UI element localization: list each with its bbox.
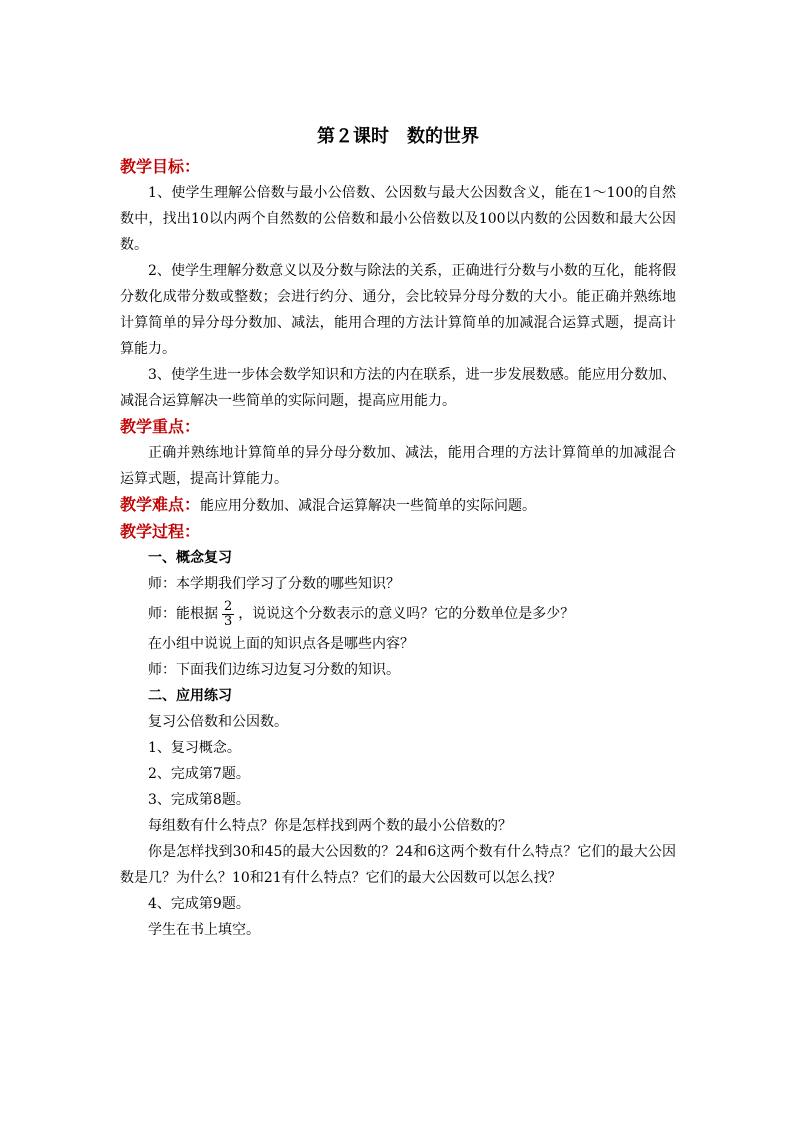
section2-title: 二、应用练习 — [148, 688, 232, 704]
objective-2: 2、使学生理解分数意义以及分数与除法的关系，正确进行分数与小数的互化，能将假分数化成带分数或整数；会进行约分、通分，会比较异分母分数的大小。能正确并熟练地计算简单的异分母分数加、减法，能用合理的方法计算简单的加减混合运算式题，提高计算能力。 — [120, 263, 676, 357]
difficulty-heading: 教学难点： — [120, 495, 201, 514]
objective-1: 1、使学生理解公倍数与最小公倍数、公因数与最大公因数含义，能在1～100的自然数中，找出10以内两个自然数的公倍数和最小公倍数以及100以内数的公因数和最大公因数。 — [120, 185, 676, 253]
fraction-line-before: 师：能根据 — [148, 606, 218, 622]
fraction-line-after: ，说说这个分数表示的意义吗？它的分数单位是多少？ — [238, 606, 575, 622]
section1-fraction-line — [120, 597, 676, 631]
fraction-denominator: 3 — [224, 613, 233, 629]
page-title: 第２课时 数的世界 — [317, 126, 479, 147]
section1-line4: 师：下面我们边练习边复习分数的知识。 — [148, 662, 400, 678]
difficulty-text: 能应用分数加、减混合运算解决一些简单的实际问题。 — [200, 498, 537, 514]
section2-line: 2、完成第7题。 — [148, 766, 250, 782]
process-heading: 教学过程： — [120, 522, 201, 541]
section1-line1: 师：本学期我们学习了分数的哪些知识？ — [148, 576, 400, 592]
difficulty-line — [120, 492, 676, 519]
key-points-text: 正确并熟练地计算简单的异分母分数加、减法，能用合理的方法计算简单的加减混合运算式题，提高计算能力。 — [120, 445, 676, 487]
fraction — [222, 600, 234, 629]
section2-paragraph: 你是怎样找到30和45的最大公因数的？24和6这两个数有什么特点？它们的最大公因数是几？为什么？10和21有什么特点？它们的最大公因数可以怎么找？ — [120, 844, 676, 886]
section1-line3: 在小组中说说上面的知识点各是哪些内容？ — [148, 636, 414, 652]
objectives-heading: 教学目标： — [120, 157, 201, 176]
section2-line: 4、完成第9题。 — [148, 896, 250, 912]
fraction-numerator: 2 — [224, 598, 233, 614]
section2-line: 每组数有什么特点？你是怎样找到两个数的最小公倍数的？ — [148, 818, 512, 834]
key-points-heading: 教学重点： — [120, 417, 201, 436]
document-page — [120, 120, 676, 943]
section2-line: 复习公倍数和公因数。 — [148, 714, 288, 730]
section2-line: 3、完成第8题。 — [148, 792, 250, 808]
section2-line: 学生在书上填空。 — [148, 922, 260, 938]
section1-title: 一、概念复习 — [148, 550, 232, 566]
section2-line: 1、复习概念。 — [148, 740, 241, 756]
objective-3: 3、使学生进一步体会数学知识和方法的内在联系，进一步发展数感。能应用分数加、减混合运算解决一些简单的实际问题，提高应用能力。 — [120, 367, 676, 409]
